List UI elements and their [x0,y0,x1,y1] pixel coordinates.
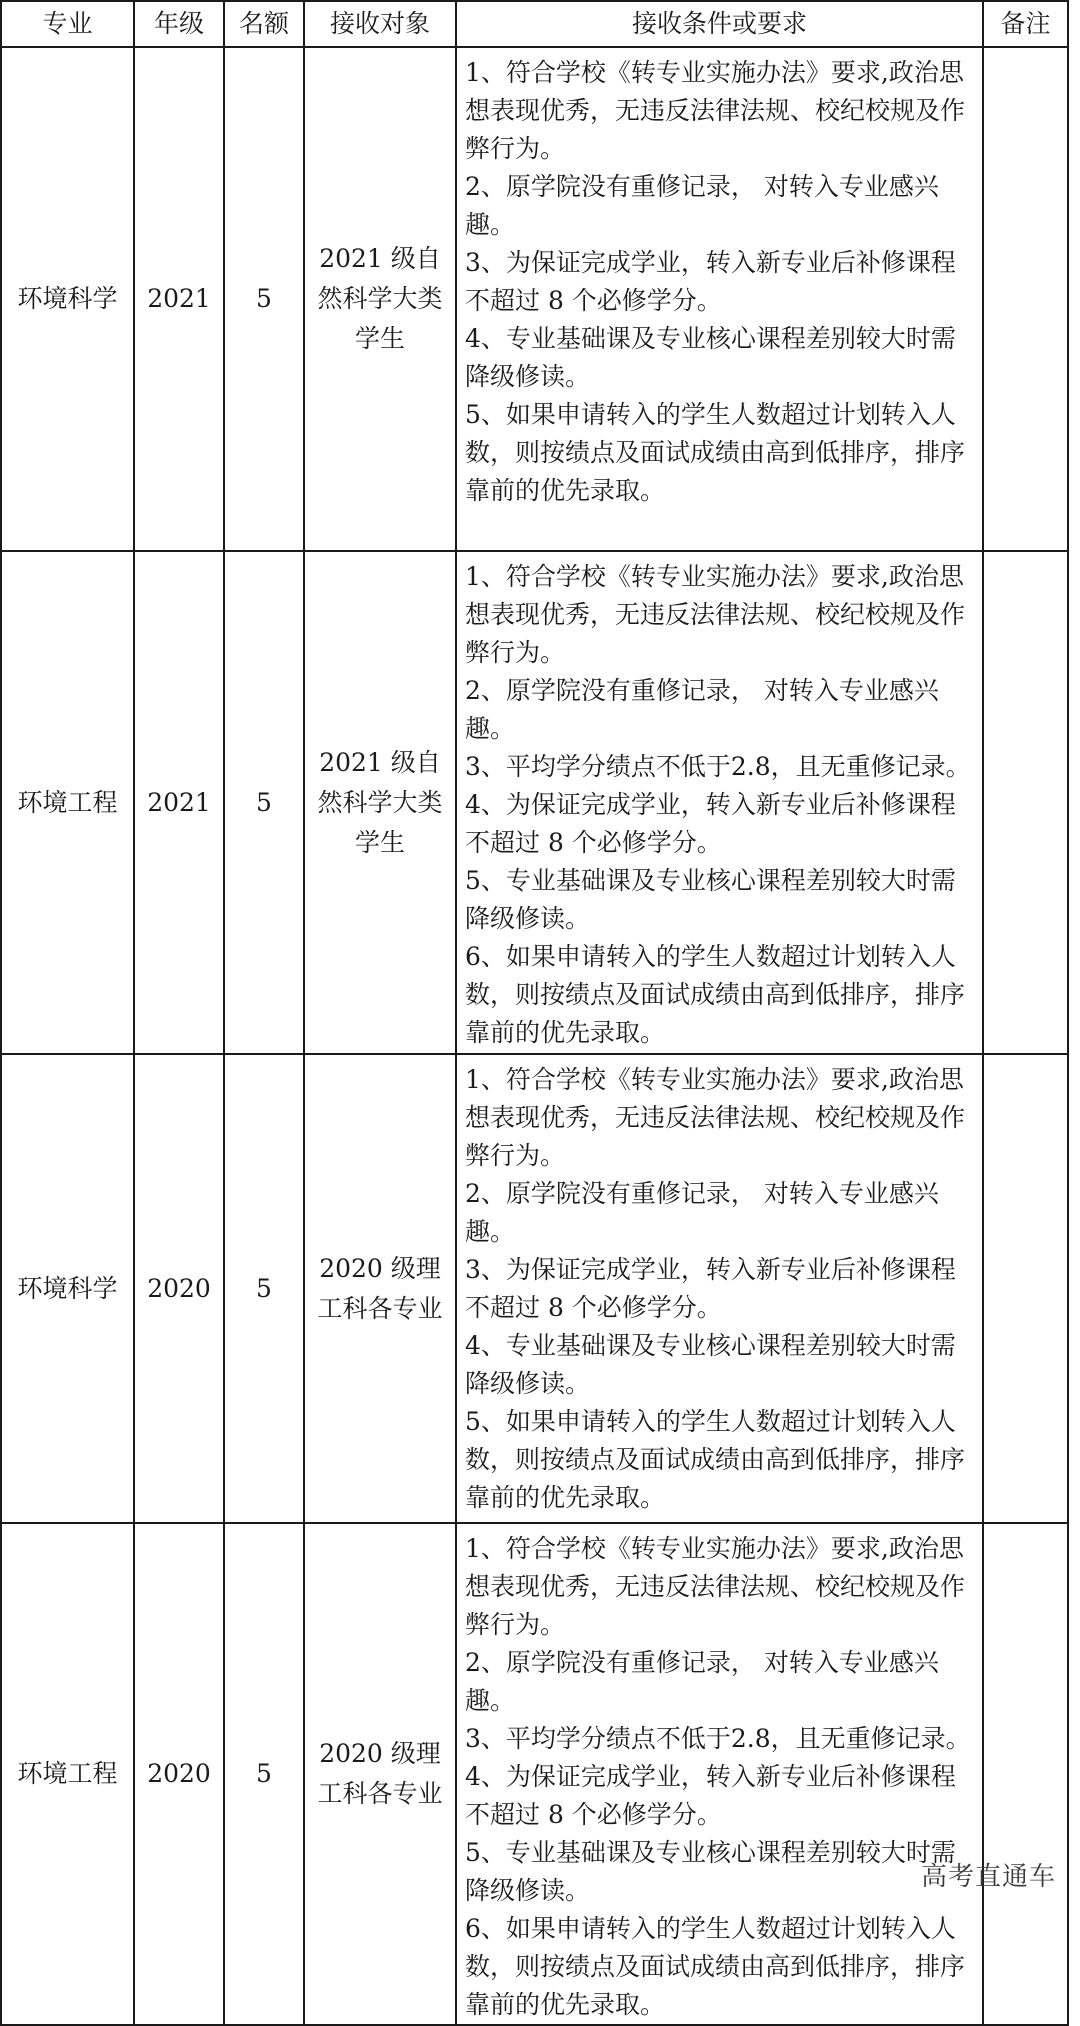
requirement-item: 2、原学院没有重修记录， 对转入专业感兴趣。 [465,1179,939,1246]
cell-quota: 5 [224,1523,304,2025]
table-row [1,1523,1068,2025]
cell-major: 环境科学 [1,1054,134,1523]
header-target: 接收对象 [304,1,456,47]
cell-major: 环境工程 [1,1523,134,2025]
requirement-item: 3、平均学分绩点不低于2.8，且无重修记录。 [465,1724,971,1753]
requirement-item: 2、原学院没有重修记录， 对转入专业感兴趣。 [465,676,939,743]
header-quota: 名额 [224,1,304,47]
table-row [1,551,1068,1054]
table-row [1,1054,1068,1523]
cell-grade: 2020 [134,1523,224,2025]
cell-grade: 2020 [134,1054,224,1523]
watermark-text: 高考直通车 [920,1862,1056,1892]
cell-requirements [456,551,983,1054]
requirement-item: 3、平均学分绩点不低于2.8，且无重修记录。 [465,752,971,781]
requirement-item: 4、专业基础课及专业核心课程差别较大时需降级修读。 [465,1331,956,1398]
requirement-item: 1、符合学校《转专业实施办法》要求,政治思想表现优秀，无违反法律法规、校纪校规及作弊行为。 [465,58,966,163]
cell-grade: 2021 [134,551,224,1054]
table-row [1,47,1068,551]
requirement-item: 2、原学院没有重修记录， 对转入专业感兴趣。 [465,172,939,239]
requirement-item: 5、专业基础课及专业核心课程差别较大时需降级修读。 [465,1838,956,1905]
requirement-item: 4、为保证完成学业，转入新专业后补修课程不超过 8 个必修学分。 [465,1762,956,1829]
header-grade: 年级 [134,1,224,47]
cell-target: 2021 级自然科学大类学生 [304,551,456,1054]
cell-target: 2021 级自然科学大类学生 [304,47,456,551]
requirement-item: 1、符合学校《转专业实施办法》要求,政治思想表现优秀，无违反法律法规、校纪校规及作弊行为。 [465,1065,966,1170]
requirement-item: 5、专业基础课及专业核心课程差别较大时需降级修读。 [465,866,956,933]
cell-grade: 2021 [134,47,224,551]
requirement-item: 5、如果申请转入的学生人数超过计划转入人数，则按绩点及面试成绩由高到低排序，排序靠前的优先录取。 [465,400,966,505]
header-requirements: 接收条件或要求 [456,1,983,47]
requirement-item: 4、专业基础课及专业核心课程差别较大时需降级修读。 [465,324,956,391]
header-row [1,1,1068,47]
requirement-item: 6、如果申请转入的学生人数超过计划转入人数，则按绩点及面试成绩由高到低排序，排序靠前的优先录取。 [465,942,966,1047]
cell-requirements [456,1054,983,1523]
table-body [1,47,1068,2025]
cell-target: 2020 级理工科各专业 [304,1523,456,2025]
cell-target: 2020 级理工科各专业 [304,1054,456,1523]
cell-remarks [983,1523,1068,2025]
cell-major: 环境科学 [1,47,134,551]
cell-requirements [456,1523,983,2025]
requirement-item: 4、为保证完成学业，转入新专业后补修课程不超过 8 个必修学分。 [465,790,956,857]
cell-quota: 5 [224,47,304,551]
cell-remarks [983,47,1068,551]
cell-quota: 5 [224,551,304,1054]
requirement-item: 5、如果申请转入的学生人数超过计划转入人数，则按绩点及面试成绩由高到低排序，排序靠前的优先录取。 [465,1407,966,1512]
requirement-item: 6、如果申请转入的学生人数超过计划转入人数，则按绩点及面试成绩由高到低排序，排序靠前的优先录取。 [465,1914,966,2019]
cell-requirements [456,47,983,551]
requirement-item: 1、符合学校《转专业实施办法》要求,政治思想表现优秀，无违反法律法规、校纪校规及作弊行为。 [465,562,966,667]
cell-major: 环境工程 [1,551,134,1054]
cell-quota: 5 [224,1054,304,1523]
requirement-item: 2、原学院没有重修记录， 对转入专业感兴趣。 [465,1648,939,1715]
header-major: 专业 [1,1,134,47]
requirement-item: 1、符合学校《转专业实施办法》要求,政治思想表现优秀，无违反法律法规、校纪校规及作弊行为。 [465,1534,966,1639]
cell-remarks [983,551,1068,1054]
requirement-item: 3、为保证完成学业，转入新专业后补修课程不超过 8 个必修学分。 [465,1255,956,1322]
header-remarks: 备注 [983,1,1068,47]
cell-remarks [983,1054,1068,1523]
requirement-item: 3、为保证完成学业，转入新专业后补修课程不超过 8 个必修学分。 [465,248,956,315]
